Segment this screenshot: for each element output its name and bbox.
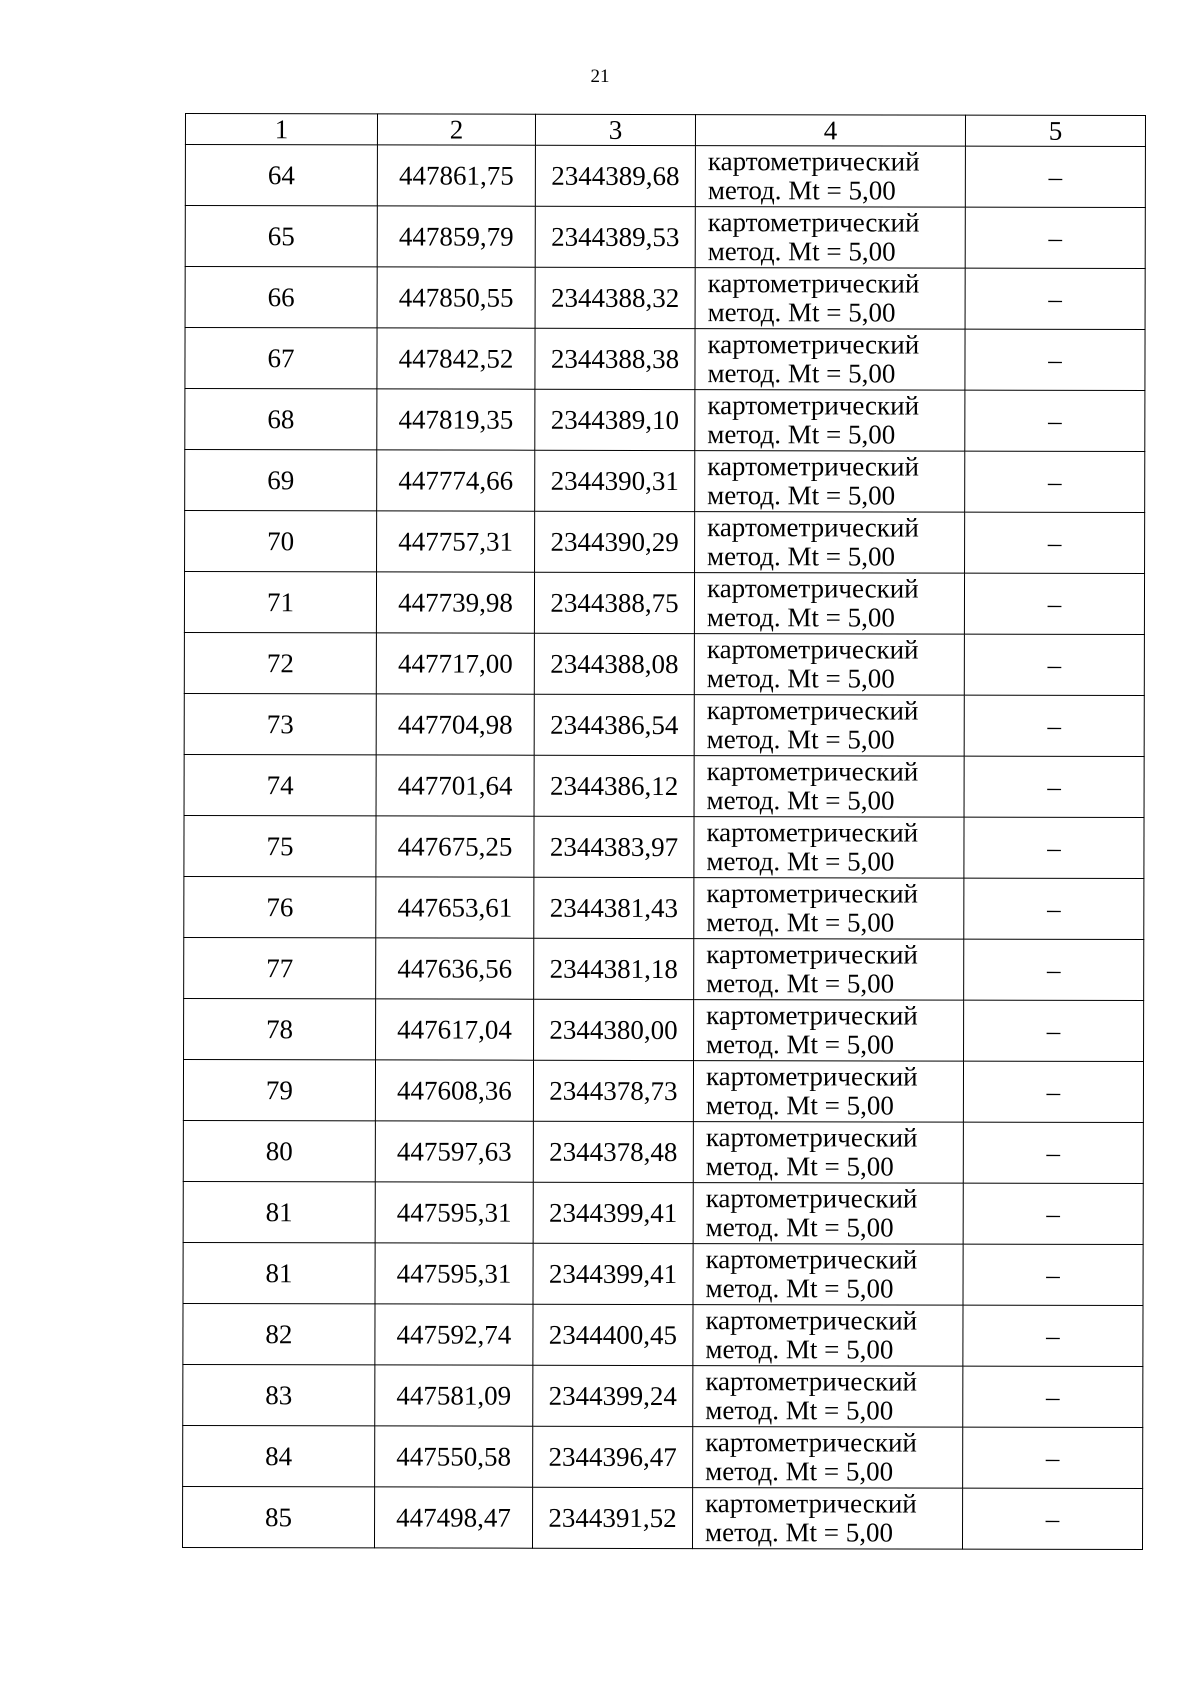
point-number-cell: 75 xyxy=(184,815,376,876)
method-name: картометрический xyxy=(707,512,919,543)
table-row xyxy=(184,815,1144,878)
col5-cell: – xyxy=(963,1366,1143,1427)
method-cell xyxy=(693,1061,963,1123)
method-name: картометрический xyxy=(705,1183,918,1214)
method-name: картометрический xyxy=(705,1488,917,1519)
table-row xyxy=(184,754,1144,817)
method-cell xyxy=(693,1366,963,1428)
y-coordinate-cell: 2344389,53 xyxy=(535,206,695,267)
method-accuracy: метод. Mt = 5,00 xyxy=(706,907,895,938)
x-coordinate-cell: 447595,31 xyxy=(375,1243,533,1304)
x-coordinate-cell: 447819,35 xyxy=(377,389,535,450)
method-name: картометрический xyxy=(705,1305,918,1336)
method-accuracy: метод. Mt = 5,00 xyxy=(706,1029,895,1060)
point-number-cell: 69 xyxy=(185,450,377,511)
point-number-cell: 70 xyxy=(185,511,377,572)
point-number-cell: 82 xyxy=(183,1303,375,1364)
method-accuracy: метод. Mt = 5,00 xyxy=(707,175,896,206)
y-coordinate-cell: 2344400,45 xyxy=(533,1304,693,1365)
method-cell xyxy=(695,329,965,391)
col5-cell: – xyxy=(965,146,1145,207)
method-accuracy: метод. Mt = 5,00 xyxy=(706,663,895,694)
table-row xyxy=(185,206,1145,269)
header-col-1: 1 xyxy=(185,114,377,145)
x-coordinate-cell: 447842,52 xyxy=(377,328,535,389)
method-name: картометрический xyxy=(707,268,920,299)
method-accuracy: метод. Mt = 5,00 xyxy=(707,236,896,267)
point-number-cell: 81 xyxy=(183,1181,375,1242)
col5-cell: – xyxy=(965,390,1145,451)
y-coordinate-cell: 2344381,18 xyxy=(534,938,694,999)
col5-cell: – xyxy=(965,268,1145,329)
point-number-cell: 67 xyxy=(185,328,377,389)
header-col-3: 3 xyxy=(535,114,695,145)
table-row xyxy=(185,328,1145,391)
x-coordinate-cell: 447581,09 xyxy=(375,1365,533,1426)
header-row xyxy=(185,114,1145,147)
y-coordinate-cell: 2344381,43 xyxy=(534,877,694,938)
method-cell xyxy=(694,878,964,940)
x-coordinate-cell: 447850,55 xyxy=(377,267,535,328)
point-number-cell: 79 xyxy=(183,1059,375,1120)
col5-cell: – xyxy=(963,1305,1143,1366)
table-row xyxy=(185,389,1145,452)
col5-cell: – xyxy=(964,817,1144,878)
table-row xyxy=(183,1364,1143,1427)
x-coordinate-cell: 447595,31 xyxy=(375,1182,533,1243)
method-cell xyxy=(695,146,965,208)
x-coordinate-cell: 447859,79 xyxy=(377,206,535,267)
table-row xyxy=(184,693,1144,756)
point-number-cell: 78 xyxy=(184,998,376,1059)
table-row xyxy=(183,1303,1143,1366)
x-coordinate-cell: 447675,25 xyxy=(376,816,534,877)
x-coordinate-cell: 447617,04 xyxy=(376,999,534,1060)
method-accuracy: метод. Mt = 5,00 xyxy=(707,358,896,389)
col5-cell: – xyxy=(963,1183,1143,1244)
point-number-cell: 66 xyxy=(185,267,377,328)
method-cell xyxy=(695,207,965,269)
method-cell xyxy=(695,390,965,452)
method-name: картометрический xyxy=(707,451,919,482)
method-accuracy: метод. Mt = 5,00 xyxy=(705,1151,894,1182)
method-name: картометрический xyxy=(705,1061,918,1092)
method-name: картометрический xyxy=(705,1244,918,1275)
x-coordinate-cell: 447739,98 xyxy=(376,572,534,633)
col5-cell: – xyxy=(964,878,1144,939)
method-name: картометрический xyxy=(706,878,919,909)
col5-cell: – xyxy=(963,1061,1143,1122)
y-coordinate-cell: 2344390,31 xyxy=(535,450,695,511)
method-name: картометрический xyxy=(707,329,920,360)
table-row xyxy=(184,876,1144,939)
method-accuracy: метод. Mt = 5,00 xyxy=(705,1273,894,1304)
method-accuracy: метод. Mt = 5,00 xyxy=(705,1212,894,1243)
col5-cell: – xyxy=(965,451,1145,512)
col5-cell: – xyxy=(963,1427,1143,1488)
method-cell xyxy=(694,573,964,635)
y-coordinate-cell: 2344383,97 xyxy=(534,816,694,877)
x-coordinate-cell: 447608,36 xyxy=(375,1060,533,1121)
coordinates-table xyxy=(182,113,1146,1550)
method-accuracy: метод. Mt = 5,00 xyxy=(705,1334,894,1365)
col5-cell: – xyxy=(964,573,1144,634)
col5-cell: – xyxy=(964,756,1144,817)
x-coordinate-cell: 447701,64 xyxy=(376,755,534,816)
y-coordinate-cell: 2344388,08 xyxy=(534,633,694,694)
table-row xyxy=(185,511,1145,574)
x-coordinate-cell: 447597,63 xyxy=(375,1121,533,1182)
table-row xyxy=(184,937,1144,1000)
method-name: картометрический xyxy=(706,1000,918,1031)
table-row xyxy=(183,1059,1143,1122)
method-accuracy: метод. Mt = 5,00 xyxy=(705,1395,894,1426)
y-coordinate-cell: 2344399,41 xyxy=(533,1182,693,1243)
point-number-cell: 76 xyxy=(184,876,376,937)
point-number-cell: 81 xyxy=(183,1242,375,1303)
method-cell xyxy=(694,817,964,879)
method-cell xyxy=(695,451,965,513)
method-accuracy: метод. Mt = 5,00 xyxy=(706,602,895,633)
x-coordinate-cell: 447550,58 xyxy=(375,1426,533,1487)
method-name: картометрический xyxy=(705,1122,918,1153)
point-number-cell: 85 xyxy=(182,1486,374,1547)
method-cell xyxy=(693,1244,963,1306)
table-row xyxy=(184,572,1144,635)
method-name: картометрический xyxy=(706,634,919,665)
y-coordinate-cell: 2344389,68 xyxy=(535,145,695,206)
method-cell xyxy=(694,756,964,818)
y-coordinate-cell: 2344389,10 xyxy=(535,389,695,450)
method-accuracy: метод. Mt = 5,00 xyxy=(706,968,895,999)
method-accuracy: метод. Mt = 5,00 xyxy=(706,724,895,755)
method-accuracy: метод. Mt = 5,00 xyxy=(705,1090,894,1121)
y-coordinate-cell: 2344386,12 xyxy=(534,755,694,816)
page-number: 21 xyxy=(590,66,610,87)
table-header xyxy=(185,114,1145,147)
header-col-4: 4 xyxy=(695,115,965,147)
x-coordinate-cell: 447774,66 xyxy=(377,450,535,511)
y-coordinate-cell: 2344378,48 xyxy=(533,1121,693,1182)
method-name: картометрический xyxy=(707,390,920,421)
method-cell xyxy=(693,1305,963,1367)
y-coordinate-cell: 2344388,32 xyxy=(535,267,695,328)
col5-cell: – xyxy=(965,207,1145,268)
method-cell xyxy=(695,512,965,574)
table-row xyxy=(184,998,1144,1061)
method-name: картометрический xyxy=(706,817,919,848)
point-number-cell: 71 xyxy=(184,572,376,633)
x-coordinate-cell: 447704,98 xyxy=(376,694,534,755)
table-row xyxy=(183,1181,1143,1244)
method-name: картометрический xyxy=(705,1427,917,1458)
point-number-cell: 65 xyxy=(185,206,377,267)
point-number-cell: 83 xyxy=(183,1364,375,1425)
y-coordinate-cell: 2344378,73 xyxy=(533,1060,693,1121)
x-coordinate-cell: 447653,61 xyxy=(376,877,534,938)
point-number-cell: 64 xyxy=(185,145,377,206)
x-coordinate-cell: 447592,74 xyxy=(375,1304,533,1365)
y-coordinate-cell: 2344388,38 xyxy=(535,328,695,389)
col5-cell: – xyxy=(964,634,1144,695)
point-number-cell: 74 xyxy=(184,754,376,815)
table-row xyxy=(185,450,1145,513)
method-accuracy: метод. Mt = 5,00 xyxy=(707,541,896,572)
y-coordinate-cell: 2344390,29 xyxy=(535,511,695,572)
y-coordinate-cell: 2344396,47 xyxy=(533,1426,693,1487)
col5-cell: – xyxy=(964,1000,1144,1061)
table-row xyxy=(183,1242,1143,1305)
method-accuracy: метод. Mt = 5,00 xyxy=(707,419,896,450)
method-cell xyxy=(694,1000,964,1062)
method-cell xyxy=(694,634,964,696)
method-accuracy: метод. Mt = 5,00 xyxy=(707,480,896,511)
y-coordinate-cell: 2344380,00 xyxy=(534,999,694,1060)
col5-cell: – xyxy=(964,695,1144,756)
method-accuracy: метод. Mt = 5,00 xyxy=(706,785,895,816)
point-number-cell: 68 xyxy=(185,389,377,450)
method-accuracy: метод. Mt = 5,00 xyxy=(705,1456,894,1487)
point-number-cell: 72 xyxy=(184,632,376,693)
method-cell xyxy=(695,268,965,330)
col5-cell: – xyxy=(964,939,1144,1000)
method-accuracy: метод. Mt = 5,00 xyxy=(707,297,896,328)
method-name: картометрический xyxy=(706,939,918,970)
method-name: картометрический xyxy=(706,756,919,787)
x-coordinate-cell: 447861,75 xyxy=(377,145,535,206)
table-body xyxy=(182,145,1145,1550)
y-coordinate-cell: 2344391,52 xyxy=(532,1487,692,1548)
method-accuracy: метод. Mt = 5,00 xyxy=(704,1517,894,1548)
method-name: картометрический xyxy=(705,1366,918,1397)
method-accuracy: метод. Mt = 5,00 xyxy=(706,846,895,877)
y-coordinate-cell: 2344388,75 xyxy=(534,572,694,633)
x-coordinate-cell: 447498,47 xyxy=(374,1487,532,1548)
header-col-2: 2 xyxy=(377,114,535,145)
col5-cell: – xyxy=(965,512,1145,573)
table-row xyxy=(184,632,1144,695)
point-number-cell: 73 xyxy=(184,693,376,754)
method-cell xyxy=(693,1427,963,1489)
y-coordinate-cell: 2344386,54 xyxy=(534,694,694,755)
method-name: картометрический xyxy=(706,695,919,726)
y-coordinate-cell: 2344399,24 xyxy=(533,1365,693,1426)
table-row xyxy=(185,145,1145,208)
y-coordinate-cell: 2344399,41 xyxy=(533,1243,693,1304)
header-col-5: 5 xyxy=(965,115,1145,146)
point-number-cell: 84 xyxy=(183,1425,375,1486)
method-name: картометрический xyxy=(706,573,919,604)
table-row xyxy=(185,267,1145,330)
method-name: картометрический xyxy=(707,207,920,238)
method-cell xyxy=(694,939,964,1001)
x-coordinate-cell: 447636,56 xyxy=(376,938,534,999)
point-number-cell: 77 xyxy=(184,937,376,998)
col5-cell: – xyxy=(965,329,1145,390)
col5-cell: – xyxy=(963,1244,1143,1305)
col5-cell: – xyxy=(962,1488,1142,1549)
table-row xyxy=(183,1120,1143,1183)
col5-cell: – xyxy=(963,1122,1143,1183)
table-row xyxy=(182,1486,1142,1549)
table-row xyxy=(183,1425,1143,1488)
method-cell xyxy=(693,1122,963,1184)
method-cell xyxy=(694,695,964,757)
method-cell xyxy=(692,1488,962,1550)
point-number-cell: 80 xyxy=(183,1120,375,1181)
method-cell xyxy=(693,1183,963,1245)
method-name: картометрический xyxy=(707,146,920,177)
x-coordinate-cell: 447757,31 xyxy=(377,511,535,572)
x-coordinate-cell: 447717,00 xyxy=(376,633,534,694)
